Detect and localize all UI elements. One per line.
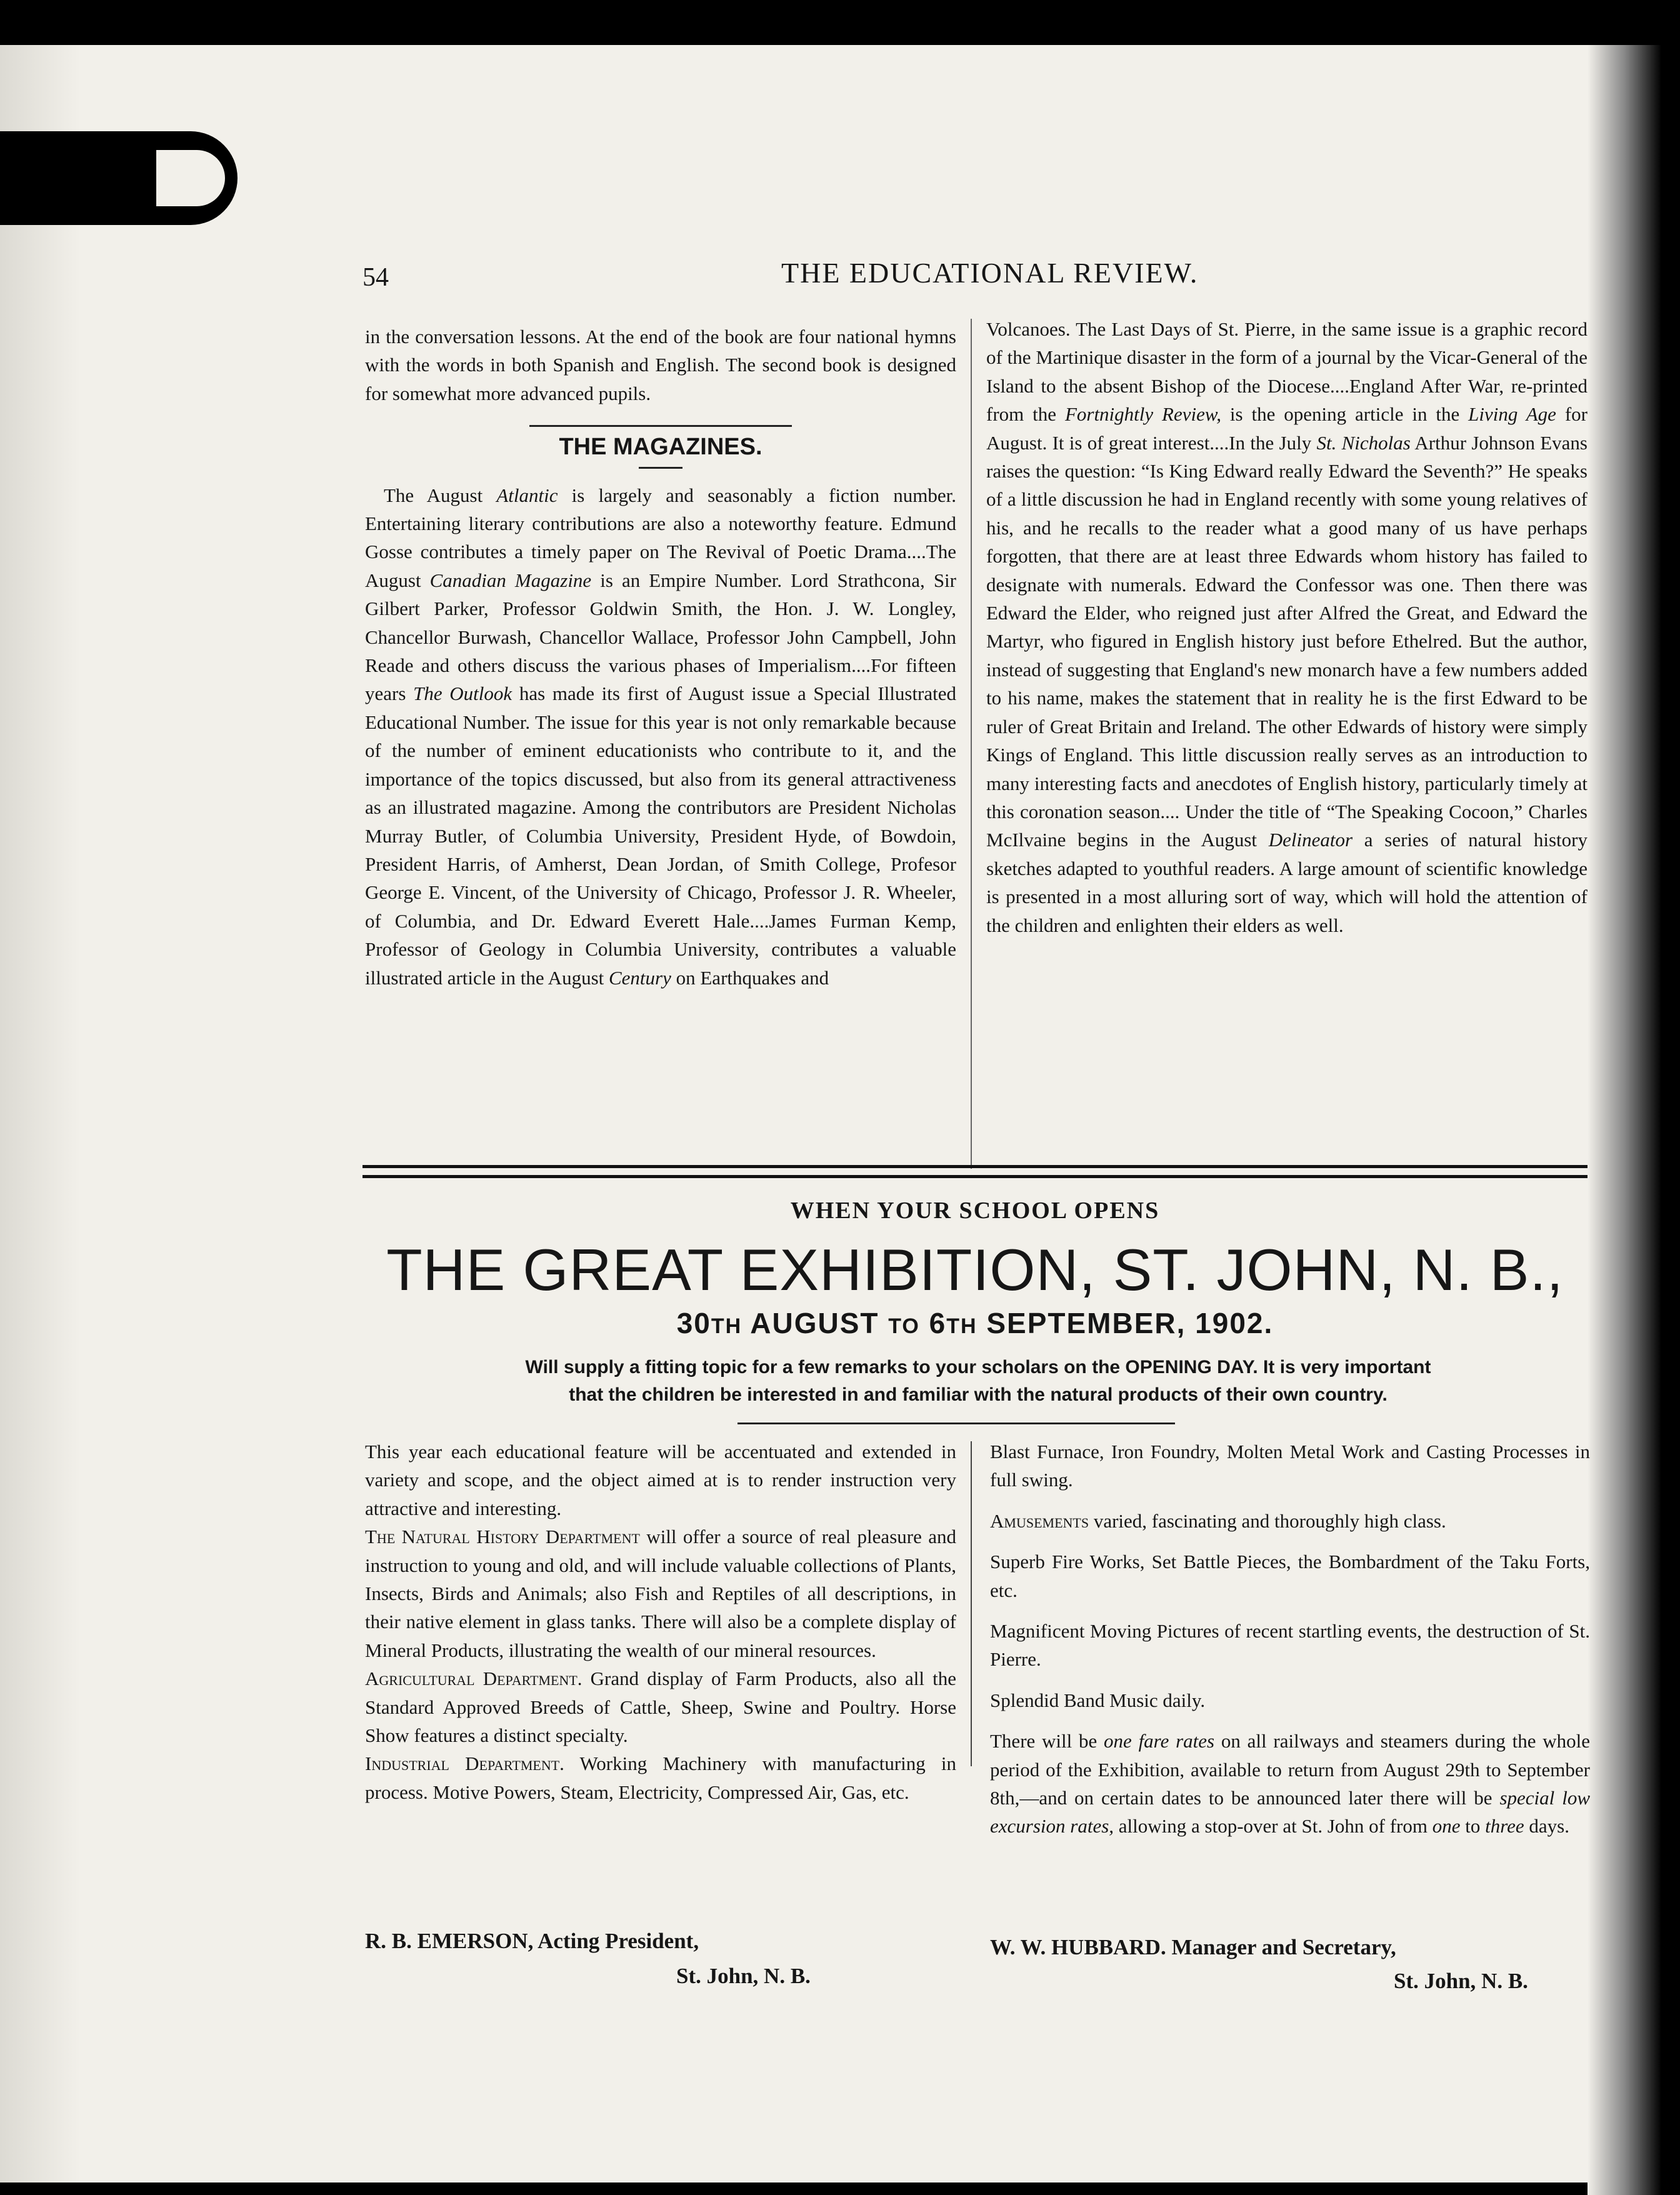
ad-left-column [365, 1438, 956, 1806]
page-number: 54 [362, 263, 389, 292]
ad-right-column [990, 1438, 1590, 1841]
magazine-title: Fortnightly Review, [1064, 403, 1222, 426]
ad-paragraph: There will be one fare rates on all railways and steamers during the whole period of the Exhibition, available to return from August 29th to September 8th,—and on certain dates to be announced later there will be special low excursion rates, allowing a stop-over at St. John of from one to three days. [990, 1730, 1590, 1838]
binding-shadow [1588, 45, 1680, 2195]
magazine-title: Century [609, 966, 671, 989]
ad-paragraph: Splendid Band Music daily. [990, 1689, 1206, 1711]
magazine-title: Living Age [1468, 403, 1556, 426]
ad-lead: Will supply a fitting topic for a few remarks to your scholars on the OPENING DAY. It is very important that the children be interested in and familiar with the natural products of their own country. [525, 1357, 1431, 1405]
ad-column-divider [971, 1441, 972, 1766]
ad-divider [738, 1422, 1175, 1424]
magazine-title: Atlantic [496, 484, 558, 506]
ad-rule-top-second [362, 1175, 1588, 1178]
magazine-title: Delineator [1268, 829, 1353, 851]
section-title: THE MAGAZINES. [559, 434, 762, 461]
section-rule-top [529, 425, 792, 427]
magazines-continued: Volcanoes. The Last Days of St. Pierre, in the same issue is a graphic record of the Martinique disaster in the form of a journal by the Vicar-General of the Island to the absent Bishop of the Diocese....England After War, re-printed from the Fortnightly Review, is the opening article in the Living Age for August. It is of great interest....In the July St. Nicholas Arthur Johnson Evans raises the question: “Is King Edward really Edward the Seventh?” He speaks of a little discussion he had in England recently with some young relatives of his, and he recalls to the reader what a good many of us have perhaps forgotten, that there are at least three Edwards whom history has failed to designate with numerals. Edward the Confessor was one. Then there was Edward the Elder, who reigned just after Alfred the Great, and Edward the Martyr, who figured in English history just before Ethelred. But the author, instead of suggesting that England's new monarch have a few numbers added to his name, makes the statement that in reality he is the first Edward to be ruler of Great Britain and Ireland. The other Edwards of history were simply Kings of England. This little discussion really serves as an introduction to many interesting facts and anecdotes of English history, particularly timely at this coronation season.... Under the title of “The Speaking Cocoon,” Charles McIlvaine begins in the August Delineator a series of natural history sketches adapted to youthful readers. A large amount of scientific knowledge is presented in a most alluring sort of way, which will hold the attention of the children and enlighten their elders as well. [986, 318, 1588, 936]
ad-paragraph: Blast Furnace, Iron Foundry, Molten Metal Work and Casting Processes in full swing. [990, 1441, 1590, 1491]
ad-paragraph: The Natural History Department will offer a source of real pleasure and instruction to young and old, and will include valuable collections of Plants, Insects, Birds and Animals; also Fish and Reptiles of all descriptions, in their native element in glass tanks. There will also be a complete display of Mineral Products, illustrating the wealth of our mineral resources. [365, 1526, 956, 1661]
right-column [986, 315, 1588, 939]
ad-paragraph: Magnificent Moving Pictures of recent startling events, the destruction of St. Pierre. [990, 1620, 1590, 1671]
ad-subheading: WHEN YOUR SCHOOL OPENS [790, 1198, 1160, 1224]
section-rule-bottom [639, 467, 682, 469]
ad-dates: 30TH AUGUST TO 6TH SEPTEMBER, 1902. [676, 1307, 1274, 1339]
magazine-title: The Outlook [413, 682, 512, 705]
ad-paragraph: Superb Fire Works, Set Battle Pieces, the Bombardment of the Taku Forts, etc. [990, 1551, 1590, 1601]
ad-title: THE GREAT EXHIBITION, ST. JOHN, N. B., [386, 1237, 1564, 1302]
signature-right-place: St. John, N. B. [1394, 1969, 1528, 1993]
running-title: THE EDUCATIONAL REVIEW. [781, 257, 1199, 289]
ad-paragraph: This year each educational feature will be accentuated and extended in variety and scope, and the object aimed at is to render instruction very attractive and interesting. [365, 1441, 956, 1519]
ad-paragraph: Agricultural Department. Grand display of Farm Products, also all the Standard Approved Breeds of Cattle, Sheep, Swine and Poultry. Horse Show features a distinct specialty. [365, 1668, 956, 1747]
signature-left-place: St. John, N. B. [676, 1964, 811, 1988]
magazine-title: Canadian Magazine [429, 569, 592, 591]
page-edge [0, 45, 81, 2182]
ad-paragraph: Industrial Department. Working Machinery with manufacturing in process. Motive Powers, Steam, Electricity, Compressed Air, Gas, etc. [365, 1752, 956, 1803]
magazine-title: St. Nicholas [1316, 431, 1411, 454]
ad-paragraph: Amusements varied, fascinating and thoroughly high class. [990, 1509, 1446, 1532]
magazines-paragraph: The August Atlantic is largely and seasonably a fiction number. Entertaining literary contributions are also a noteworthy feature. Edmund Gosse contributes a timely paper on The Revival of Poetic Drama....The August Canadian Magazine is an Empire Number. Lord Strathcona, Sir Gilbert Parker, Professor Goldwin Smith, the Hon. J. W. Longley, Chancellor Burwash, Chancellor Wallace, Professor John Campbell, John Reade and others discuss the various phases of Imperialism....For fifteen years The Outlook has made its first of August issue a Special Illustrated Educational Number. The issue for this year is not only remarkable because of the number of eminent educationists who contribute to it, and the importance of the topics discussed, but also from its general attractiveness as an illustrated magazine. Among the contributors are President Nicholas Murray Butler, of Columbia University, President Hyde, of Bowdoin, President Harris, of Amherst, Dean Jordan, of Smith College, Profesor George E. Vincent, of the University of Chicago, Professor J. R. Wheeler, of Columbia, and Dr. Edward Everett Hale....James Furman Kemp, Professor of Geology in Columbia University, contributes a valuable illustrated article in the August Century on Earthquakes and [365, 484, 957, 989]
signature-right-name: W. W. HUBBARD. Manager and Secretary, [990, 1935, 1396, 1959]
signature-left-name: R. B. EMERSON, Acting President, [365, 1929, 699, 1953]
intro-paragraph: in the conversation lessons. At the end of the book are four national hymns with the words in both Spanish and English. The second book is designed for somewhat more advanced pupils. [365, 326, 956, 404]
ad-rule-top [362, 1165, 1588, 1168]
binder-clip-hole [156, 150, 225, 206]
left-column [365, 322, 956, 992]
column-divider [971, 319, 972, 1169]
